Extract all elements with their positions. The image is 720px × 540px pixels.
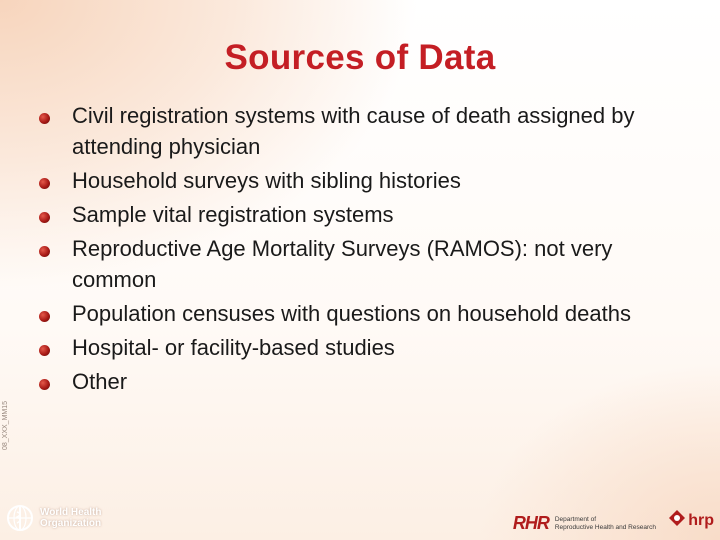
bullet-dot-icon (39, 345, 50, 356)
slide-footer (0, 470, 720, 540)
rhr-logo (513, 513, 656, 534)
bullet-dot-icon (39, 113, 50, 124)
bullet-item (36, 165, 696, 196)
bullet-text: Reproductive Age Mortality Surveys (RAMOS): not very common (72, 236, 613, 292)
bullet-item (36, 366, 696, 397)
who-emblem-icon (6, 504, 34, 532)
bullet-dot-icon (39, 379, 50, 390)
slide-title: Sources of Data (224, 38, 496, 77)
rhr-logo-mark: RHR (512, 513, 549, 533)
bullet-text: Sample vital registration systems (72, 202, 394, 227)
bullet-text: Civil registration systems with cause of death assigned by attending physician (72, 103, 635, 159)
slide-side-code: 08_XXX_MM15 (2, 400, 9, 450)
bullet-list (36, 100, 696, 397)
bullet-text: Hospital- or facility-based studies (72, 335, 395, 360)
bullet-item (36, 233, 696, 295)
hrp-logo (668, 509, 714, 532)
bullet-text: Household surveys with sibling histories (72, 168, 461, 193)
bullet-dot-icon (39, 246, 50, 257)
hrp-mark-icon (668, 509, 686, 532)
who-name-line2: Organization (40, 518, 102, 529)
bullet-dot-icon (39, 212, 50, 223)
rhr-dept-line1: Department of (554, 515, 597, 523)
bullet-item (36, 332, 696, 363)
bullet-item (36, 298, 696, 329)
hrp-label: hrp (688, 511, 714, 529)
bullet-text: Other (72, 369, 128, 394)
bullet-item (36, 100, 696, 162)
bullet-dot-icon (39, 311, 50, 322)
rhr-dept-line2: Reproductive Health and Research (554, 523, 656, 531)
who-name-line1: World Health (40, 507, 102, 518)
bullet-text: Population censuses with questions on household deaths (72, 301, 631, 326)
bullet-dot-icon (39, 178, 50, 189)
bullet-item (36, 199, 696, 230)
who-logo (6, 504, 101, 532)
